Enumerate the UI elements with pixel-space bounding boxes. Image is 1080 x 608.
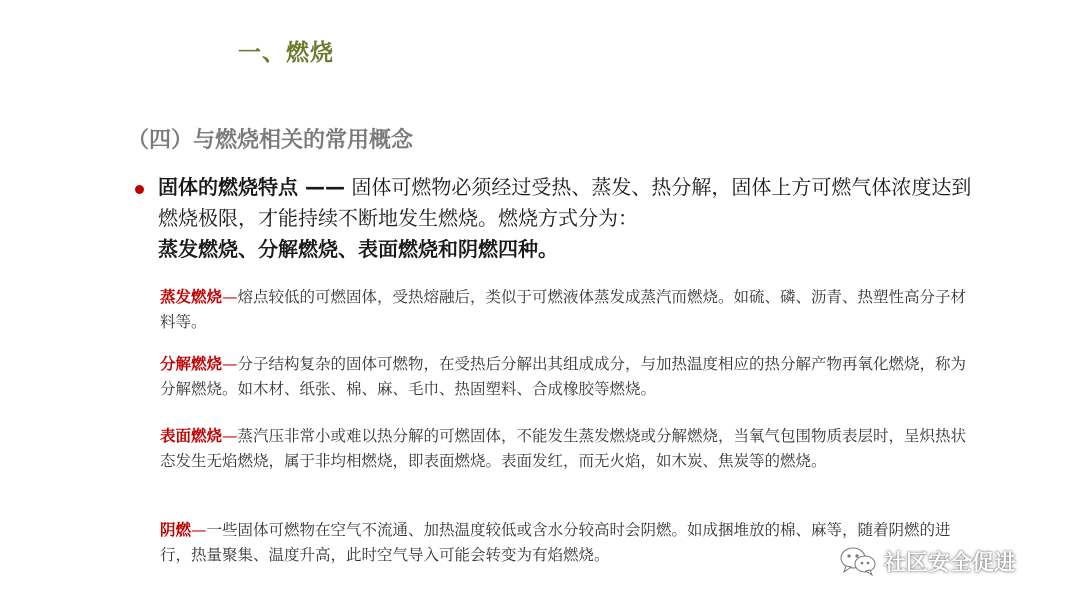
watermark (838, 544, 1016, 578)
item-dash: — (222, 427, 238, 445)
wechat-icon (838, 545, 878, 577)
main-paragraph (158, 172, 978, 265)
item-text: 一些固体可燃物在空气不流通、加热温度较低或含水分较高时会阴燃。如成捆堆放的棉、麻等，随着阴燃的进行，热量聚集、温度升高，此时空气导入可能会转变为有焰燃烧。 (160, 521, 951, 564)
section-title: 一、燃烧 (238, 40, 334, 66)
item-dash: — (222, 355, 238, 373)
item-text: 熔点较低的可燃固体，受热熔融后，类似于可燃液体蒸发成蒸汽而燃烧。如硫、磷、沥青、热塑性高分子材料等。 (160, 288, 967, 331)
main-body-text: 固体可燃物必须经过受热、蒸发、热分解，固体上方可燃气体浓度达到燃烧极限，才能持续不断地发生燃烧。燃烧方式分为： (158, 175, 972, 230)
item-term: 蒸发燃烧 (160, 288, 223, 306)
item-dash: — (222, 288, 238, 306)
item-text: 分子结构复杂的固体可燃物，在受热后分解出其组成成分，与加热温度相应的热分解产物再氧化燃烧，称为分解燃烧。如木材、纸张、棉、麻、毛巾、热固塑料、合成橡胶等燃烧。 (160, 355, 967, 398)
main-bold-lead: 固体的燃烧特点 —— (158, 175, 345, 199)
item-dash: — (191, 521, 207, 539)
item-text: 蒸汽压非常小或难以热分解的可燃固体，不能发生蒸发燃烧或分解燃烧，当氧气包围物质表层时，呈炽热状态发生无焰燃烧，属于非均相燃烧，即表面燃烧。表面发红，而无火焰，如木炭、焦炭等的燃烧。 (160, 427, 967, 470)
bullet-dot-icon (135, 185, 144, 194)
watermark-text: 社区安全促进 (884, 550, 1017, 576)
combustion-type-item (160, 352, 975, 401)
item-term: 阴燃 (160, 521, 192, 539)
combustion-type-item (160, 424, 975, 473)
combustion-type-item (160, 285, 975, 334)
main-bold-tail: 蒸发燃烧、分解燃烧、表面燃烧和阴燃四种。 (158, 237, 558, 261)
subtitle: （四）与燃烧相关的常用概念 (127, 128, 414, 153)
item-term: 分解燃烧 (160, 355, 223, 373)
item-term: 表面燃烧 (160, 427, 223, 445)
